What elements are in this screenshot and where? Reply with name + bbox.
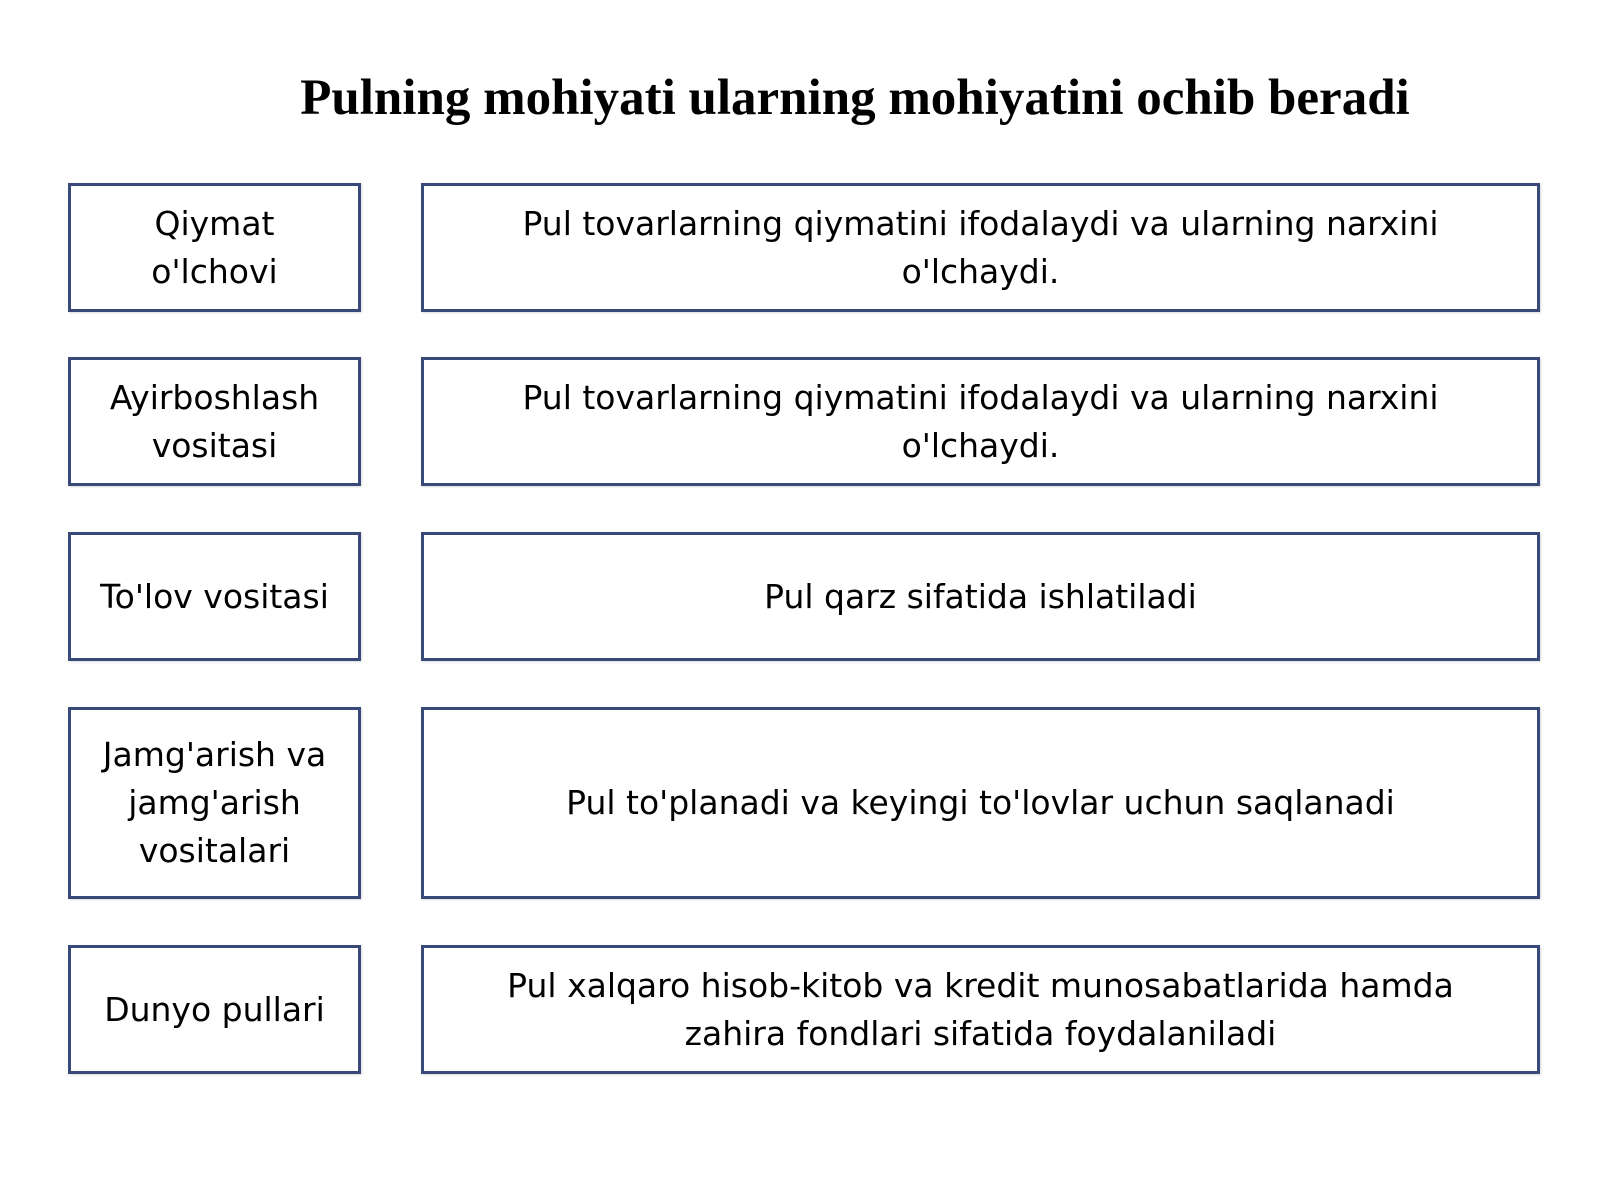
function-term-label: Dunyo pullari [104, 989, 325, 1029]
function-description-box [421, 532, 1540, 661]
function-description-text: Pul xalqaro hisob-kitob va kredit munosabatlarida hamda zahira fondlari sifatida foydalaniladi [507, 965, 1454, 1053]
function-term-label: Jamg'arish va jamg'arish vositalari [102, 735, 327, 870]
function-description-box [421, 707, 1540, 899]
function-term-box [68, 357, 361, 486]
function-description-text: Pul to'planadi va keyingi to'lovlar uchun saqlanadi [566, 783, 1395, 822]
function-description-text: Pul tovarlarning qiymatini ifodalaydi va ularning narxini o'lchaydi. [522, 377, 1439, 465]
function-term-box [68, 707, 361, 899]
function-description-box [421, 945, 1540, 1074]
function-term-label: Ayirboshlash vositasi [109, 377, 320, 465]
function-term-box [68, 183, 361, 312]
function-term-label: Qiymat o'lchovi [151, 203, 278, 291]
function-description-box [421, 183, 1540, 312]
function-description-text: Pul qarz sifatida ishlatiladi [764, 576, 1197, 616]
function-term-box [68, 945, 361, 1074]
function-description-text: Pul tovarlarning qiymatini ifodalaydi va ularning narxini o'lchaydi. [522, 203, 1439, 291]
function-term-box [68, 532, 361, 661]
function-term-label: To'lov vositasi [100, 576, 329, 616]
page-title: Pulning mohiyati ularning mohiyatini ochib beradi [300, 70, 1410, 126]
function-description-box [421, 357, 1540, 486]
